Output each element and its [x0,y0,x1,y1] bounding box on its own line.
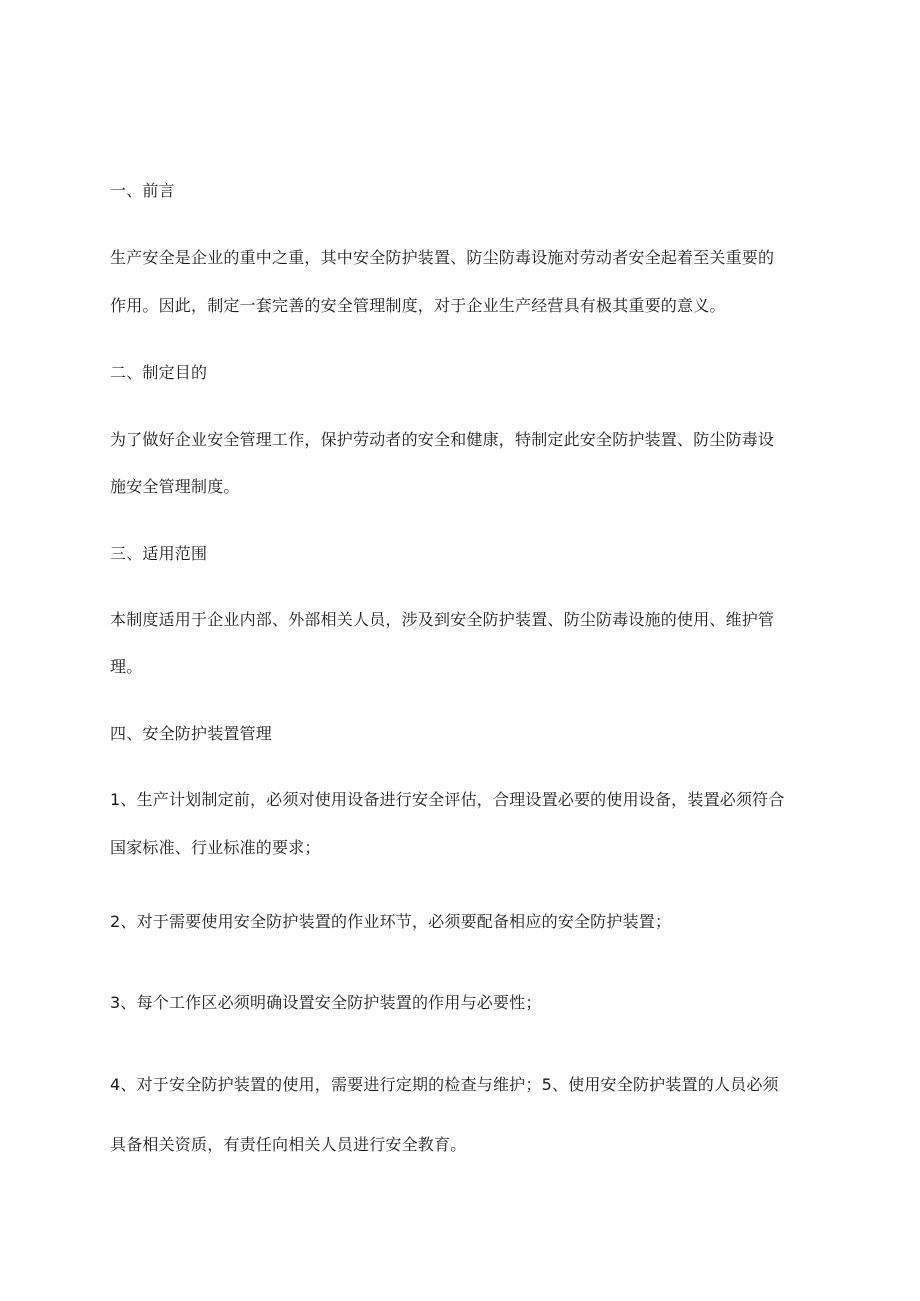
paragraph-line: 施安全管理制度。 [110,477,240,496]
list-item-line: 具备相关资质，有责任向相关人员进行安全教育。 [110,1135,467,1154]
paragraph-line: 作用。因此，制定一套完善的安全管理制度，对于企业生产经营具有极其重要的意义。 [110,296,726,315]
list-item-line: 3、每个工作区必须明确设置安全防护装置的作用与必要性； [110,993,542,1012]
section-heading-protective-devices: 四、安全防护装置管理 [110,724,273,743]
paragraph-line: 生产安全是企业的重中之重，其中安全防护装置、防尘防毒设施对劳动者安全起着至关重要的 [110,248,775,267]
section-heading-scope: 三、适用范围 [110,544,208,563]
paragraph-line: 为了做好企业安全管理工作，保护劳动者的安全和健康，特制定此安全防护装置、防尘防毒设 [110,430,775,449]
list-item-line: 国家标准、行业标准的要求； [110,838,321,857]
list-item-line: 2、对于需要使用安全防护装置的作业环节，必须要配备相应的安全防护装置； [110,912,672,931]
list-item-line: 4、对于安全防护装置的使用，需要进行定期的检查与维护；5、使用安全防护装置的人员必须 [110,1075,779,1094]
list-item-line: 1、生产计划制定前，必须对使用设备进行安全评估，合理设置必要的使用设备，装置必须符合 [110,790,785,809]
section-heading-preface: 一、前言 [110,181,175,200]
section-heading-purpose: 二、制定目的 [110,363,208,382]
paragraph-line: 理。 [110,657,143,676]
paragraph-line: 本制度适用于企业内部、外部相关人员，涉及到安全防护装置、防尘防毒设施的使用、维护管 [110,610,775,629]
